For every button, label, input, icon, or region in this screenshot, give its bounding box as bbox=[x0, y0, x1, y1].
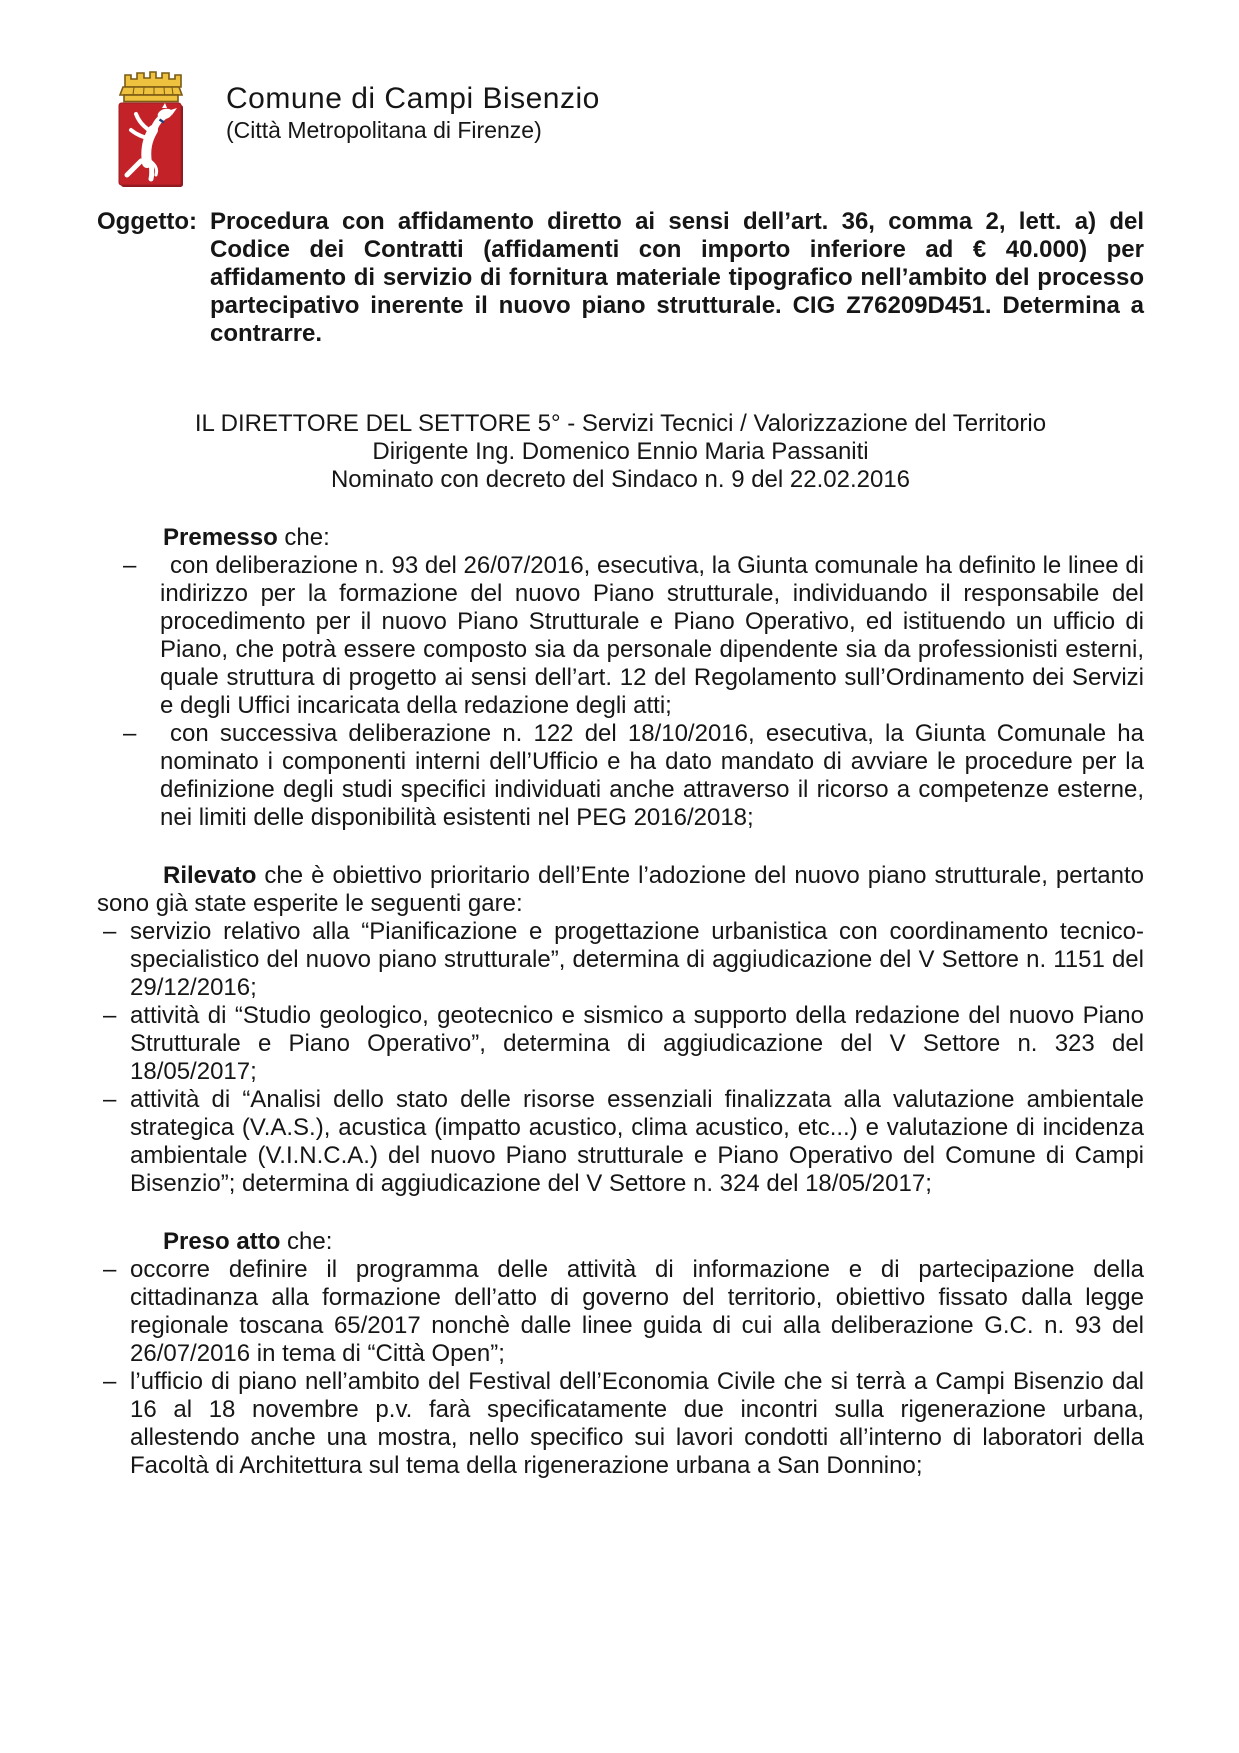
section-lead-preso-atto bbox=[97, 1228, 1144, 1256]
document-header bbox=[110, 66, 1144, 190]
section-lead-rest: che: bbox=[277, 524, 330, 551]
dash-bullet: – bbox=[103, 918, 117, 945]
dash-bullet: – bbox=[103, 1086, 117, 1113]
list-item bbox=[97, 720, 1144, 832]
section-lead-bold: Premesso bbox=[163, 524, 278, 551]
list-item-text: attività di “Studio geologico, geotecnico e sismico a supporto della redazione del nuovo Piano Strutturale e Piano Operativo”, determina di aggiudicazione del V Settore n. 323 del 18/05/2017; bbox=[130, 1002, 1144, 1085]
dash-bullet: – bbox=[123, 552, 137, 579]
header-text bbox=[226, 66, 600, 144]
list-item bbox=[97, 1256, 1144, 1368]
list-item bbox=[97, 552, 1144, 720]
authority-title: IL DIRETTORE DEL SETTORE 5° - Servizi Tecnici / Valorizzazione del Territorio bbox=[194, 410, 1047, 437]
municipal-coat-of-arms-icon bbox=[110, 66, 192, 190]
authority-director: Dirigente Ing. Domenico Ennio Maria Passaniti bbox=[372, 438, 869, 465]
list-item-text: attività di “Analisi dello stato delle risorse essenziali finalizzata alla valutazione ambientale strategica (V.A.S.), acustica (impatto acustico, clima acustico, etc...) e valutazione di incidenza ambientale (V.I.N.C.A.) del nuovo Piano strutturale e Piano Operativo del Comune di Campi Bisenzio”; determina di aggiudicazione del V Settore n. 324 del 18/05/2017; bbox=[130, 1086, 1144, 1197]
subject-text: Procedura con affidamento diretto ai sensi dell’art. 36, comma 2, lett. a) del Codice dei Contratti (affidamenti con importo inferiore ad € 40.000) per affidamento di servizio di fornitura materiale tipografico nell’ambito del processo partecipativo inerente il nuovo piano strutturale. CIG Z76209D451. Determina a contrarre. bbox=[210, 208, 1144, 347]
subject-block bbox=[97, 208, 1144, 348]
list-item bbox=[97, 1086, 1144, 1198]
dash-bullet: – bbox=[103, 1368, 117, 1395]
authority-appointment: Nominato con decreto del Sindaco n. 9 del 22.02.2016 bbox=[330, 466, 911, 493]
municipality-subtitle: (Città Metropolitana di Firenze) bbox=[226, 117, 542, 143]
municipality-name: Comune di Campi Bisenzio bbox=[226, 82, 600, 115]
authority-block bbox=[97, 410, 1144, 494]
list-item bbox=[97, 1002, 1144, 1086]
section-lead-rest: che è obiettivo prioritario dell’Ente l’adozione del nuovo piano strutturale, pertanto sono già state esperite le seguenti gare: bbox=[97, 862, 1144, 917]
dash-bullet: – bbox=[103, 1256, 117, 1283]
section-lead-rilevato bbox=[97, 862, 1144, 918]
preso-atto-list bbox=[97, 1256, 1144, 1480]
premesso-list bbox=[97, 552, 1144, 832]
list-item bbox=[97, 1368, 1144, 1480]
section-lead-rest: che: bbox=[280, 1228, 333, 1255]
list-item bbox=[97, 918, 1144, 1002]
subject-label: Oggetto: bbox=[97, 208, 197, 235]
section-lead-premesso bbox=[97, 524, 1144, 552]
list-item-text: con deliberazione n. 93 del 26/07/2016, esecutiva, la Giunta comunale ha definito le linee di indirizzo per la formazione del nuovo Piano strutturale, individuando il responsabile del procedimento per il nuovo Piano Strutturale e Piano Operativo, ed istituendo un ufficio di Piano, che potrà essere composto sia da personale dipendente sia da professionisti esterni, quale struttura di progetto ai sensi dell’art. 12 del Regolamento sull’Ordinamento dei Servizi e degli Uffici incaricata della redazione degli atti; bbox=[160, 552, 1145, 719]
list-item-text: l’ufficio di piano nell’ambito del Festival dell’Economia Civile che si terrà a Campi Bisenzio dal 16 al 18 novembre p.v. farà specificatamente due incontri sulla rigenerazione urbana, allestendo anche una mostra, nello specifico sui lavori condotti all’interno di laboratori della Facoltà di Architettura sul tema della rigenerazione urbana a San Donnino; bbox=[130, 1368, 1144, 1479]
section-lead-bold: Preso atto bbox=[163, 1228, 281, 1255]
dash-bullet: – bbox=[103, 1002, 117, 1029]
rilevato-list bbox=[97, 918, 1144, 1198]
dash-bullet: – bbox=[123, 720, 137, 747]
list-item-text: con successiva deliberazione n. 122 del 18/10/2016, esecutiva, la Giunta Comunale ha nominato i componenti interni dell’Ufficio e ha dato mandato di avviare le procedure per la definizione degli studi specifici individuati anche attraverso il ricorso a competenze esterne, nei limiti delle disponibilità esistenti nel PEG 2016/2018; bbox=[160, 720, 1144, 831]
list-item-text: occorre definire il programma delle attività di informazione e di partecipazione della cittadinanza alla formazione dell’atto di governo del territorio, obiettivo fissato dalla legge regionale toscana 65/2017 nonchè dalle linee guida di cui alla deliberazione G.C. n. 93 del 26/07/2016 in tema di “Città Open”; bbox=[130, 1256, 1144, 1367]
list-item-text: servizio relativo alla “Pianificazione e progettazione urbanistica con coordinamento tecnico-specialistico del nuovo piano strutturale”, determina di aggiudicazione del V Settore n. 1151 del 29/12/2016; bbox=[130, 918, 1144, 1001]
section-lead-bold: Rilevato bbox=[163, 862, 257, 889]
